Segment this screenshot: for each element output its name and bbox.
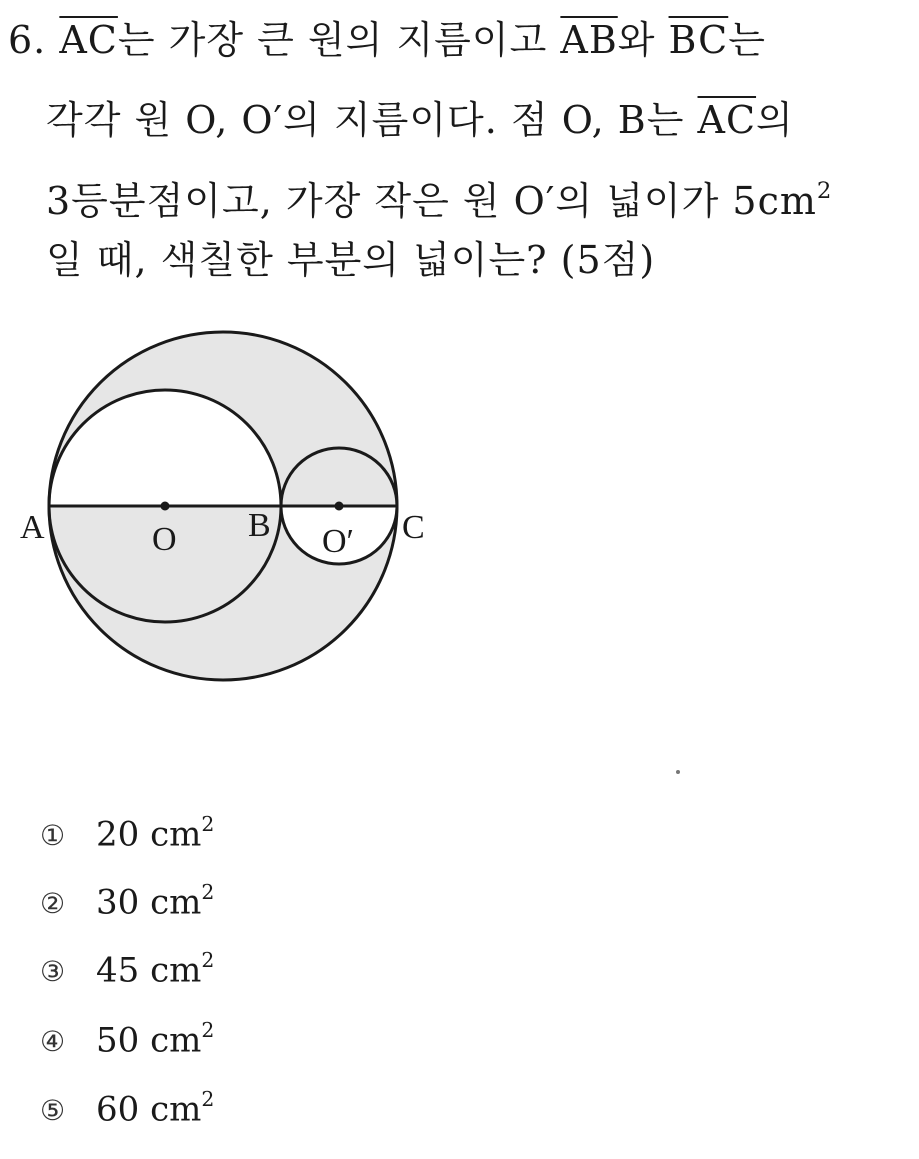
choice-sup: 2 [201, 812, 215, 836]
choice-2[interactable] [40, 870, 214, 926]
scan-speck [676, 770, 680, 774]
choice-value: 45 cm [96, 950, 202, 991]
question-line-1 [8, 14, 766, 66]
question-text-5: 의 [756, 98, 794, 142]
choice-value: 50 cm [96, 1020, 202, 1061]
circle-diagram [0, 290, 470, 710]
label-c: C [402, 509, 425, 546]
choice-value: 60 cm [96, 1089, 202, 1130]
segment-ab: $\overline{AB}$ [560, 18, 618, 62]
question-line-3 [46, 165, 832, 227]
segment-bc: $\overline{BC}$ [668, 18, 729, 62]
choice-mark: ④ [40, 1025, 66, 1059]
label-b: B [248, 507, 271, 544]
question-text-3: 는 [728, 18, 766, 62]
point-o-prime-dot [335, 502, 344, 511]
choice-sup: 2 [201, 1087, 215, 1111]
question-text-1: 는 가장 큰 원의 지름이고 [117, 18, 561, 62]
choice-sup: 2 [201, 948, 215, 972]
choice-5[interactable] [40, 1077, 214, 1133]
question-text-2: 와 [617, 18, 669, 62]
label-o-prime: O′ [322, 523, 354, 560]
choice-3[interactable] [40, 938, 214, 994]
question-number: 6. [8, 18, 47, 62]
label-o: O [152, 521, 177, 558]
choice-sup: 2 [201, 1018, 215, 1042]
choice-4[interactable] [40, 1008, 214, 1064]
question-text-6: 3등분점이고, 가장 작은 원 O′의 넓이가 5cm [46, 178, 817, 223]
point-o-dot [161, 502, 170, 511]
choice-mark: ① [40, 819, 66, 853]
question-line-4 [46, 234, 655, 286]
choice-mark: ② [40, 887, 66, 921]
choice-sup: 2 [201, 880, 215, 904]
question-text-4: 각각 원 O, O′의 지름이다. 점 O, B는 [46, 98, 698, 142]
superscript-2: 2 [816, 178, 833, 204]
label-a: A [20, 509, 45, 546]
choice-1[interactable] [40, 802, 214, 858]
choice-value: 20 cm [96, 814, 202, 855]
choice-mark: ⑤ [40, 1094, 66, 1128]
segment-ac-2: $\overline{AC}$ [697, 98, 757, 142]
question-line-2 [46, 94, 794, 146]
choice-mark: ③ [40, 955, 66, 989]
segment-ac: $\overline{AC}$ [59, 18, 118, 62]
choice-value: 30 cm [96, 882, 202, 923]
question-text-7: 일 때, 색칠한 부분의 넓이는? (5점) [46, 238, 656, 282]
